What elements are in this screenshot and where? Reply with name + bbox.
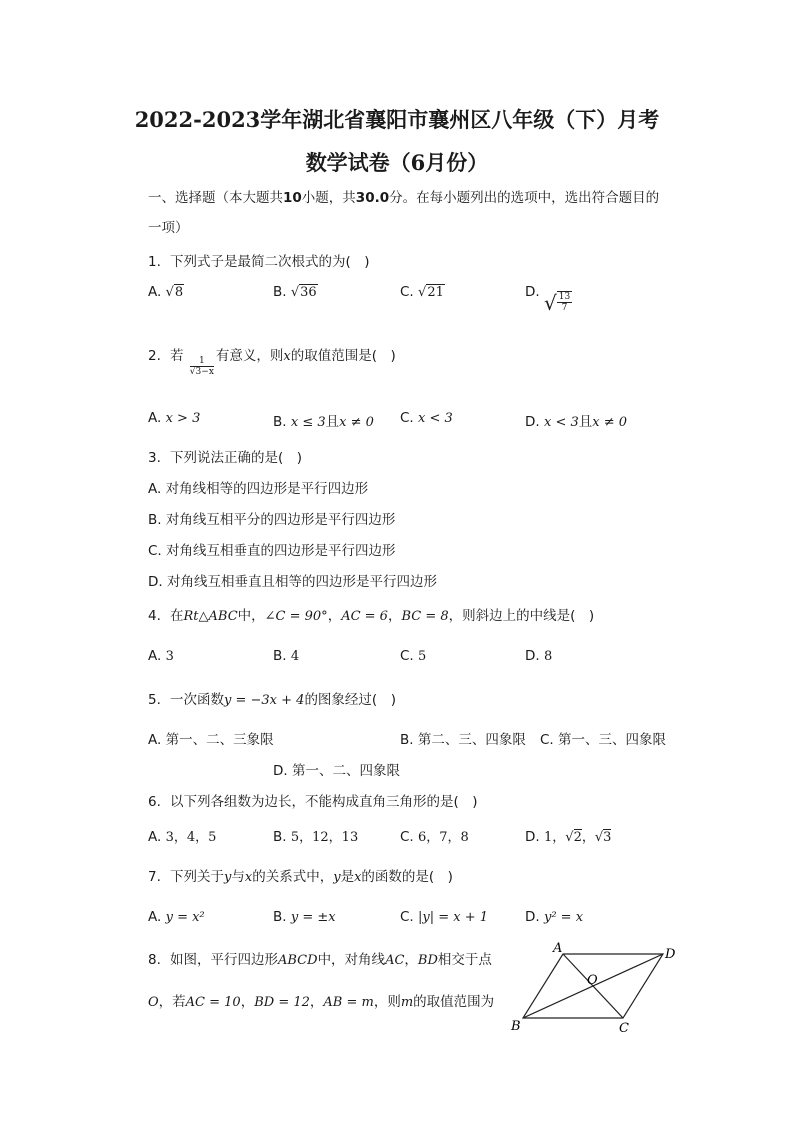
q2-option-b[interactable] [273,410,374,430]
option-math: x ≤ 3 [290,415,326,430]
question-text: ，若 [158,994,186,1010]
sqrt-sign-icon: √ [543,291,557,315]
option-value: 1， [543,830,566,845]
radicand: 3 [603,830,612,845]
vertex-label-a: A [553,941,563,956]
option-label: D. [525,909,540,925]
vertex-label-b: B [511,1019,521,1034]
question-count: 10 [283,190,302,206]
question-text: 若 [170,348,184,364]
q1-option-b[interactable] [273,284,318,300]
q2-option-d[interactable] [525,410,627,430]
exam-title-line1: 2022-2023学年湖北省襄阳市襄州区八年级（下）月考 [134,107,660,132]
question-text: ，则斜边上的中线是( ) [448,608,595,624]
question-number: 4. [148,608,161,624]
q4-option-c[interactable] [400,648,426,664]
option-label: B. [273,648,287,664]
option-label: B. [273,909,287,925]
variable: y [333,870,341,885]
fraction [190,356,214,378]
option-math: x ≠ 0 [592,415,628,430]
q2-option-a[interactable] [148,410,200,426]
q3-option-b[interactable]: B. 对角线互相平分的四边形是平行四边形 [148,512,396,528]
option-text: 且 [325,414,340,430]
option-label: D. [525,648,540,664]
q7-option-b[interactable] [273,909,336,925]
option-label: A. [148,648,162,664]
option-value: 5 [418,649,427,664]
q1-option-d[interactable] [525,284,572,315]
exam-title-line2: 数学试卷（6月份） [305,150,489,175]
question-number: 5. [148,692,161,708]
condition: AB = m [323,995,374,1010]
condition: BC = 8 [401,609,449,624]
sqrt-expression: √36 [290,285,317,300]
segment: BD [417,953,438,968]
section-header [148,186,659,206]
q6-option-c[interactable] [400,826,469,845]
section-text: 小题，共 [301,190,356,206]
radicand: 36 [300,285,317,300]
option-math: x ≠ 0 [339,415,374,430]
condition: AC = 10 [185,995,241,1010]
q6-option-d[interactable] [525,826,611,845]
question-text: 是 [340,869,355,885]
q4-option-d[interactable] [525,648,552,664]
radicand: 3−x [195,367,214,377]
option-label: B. [273,414,287,430]
section-header-line2: 一项） [148,220,189,236]
radicand: 2 [573,830,582,845]
separator: ， [240,994,255,1010]
question-7 [148,865,453,885]
question-text: 如图，平行四边形 [170,952,278,968]
question-4 [148,604,594,624]
question-number: 3. [148,450,161,466]
sqrt-expression: √2 [565,830,582,845]
separator: ， [327,608,342,624]
question-text: 有意义，则 [215,348,284,364]
q6-option-a[interactable] [148,826,216,845]
question-3 [148,446,302,466]
sqrt-fraction [557,291,572,314]
option-math: y = x² [165,910,205,925]
radicand: 8 [174,285,184,300]
sqrt-expression: √3 [594,830,612,845]
function-expression: y = −3x + 4 [224,693,305,708]
question-text: 一次函数 [170,692,224,708]
q5-option-d[interactable]: D. 第一、二、四象限 [273,763,400,779]
option-label: A. [148,909,162,925]
q2-option-c[interactable] [400,410,453,426]
q5-option-b[interactable]: B. 第二、三、四象限 [400,732,526,748]
option-math: x < 3 [418,411,453,426]
q3-option-c[interactable]: C. 对角线互相垂直的四边形是平行四边形 [148,543,396,559]
question-6 [148,790,478,810]
separator: ， [581,830,595,845]
q4-option-b[interactable] [273,648,299,664]
triangle-name: Rt△ABC [183,609,238,624]
option-label: A. [148,410,162,426]
sqrt-expression: √8 [165,285,184,300]
option-value: 8 [543,649,553,664]
question-8-line2 [148,990,494,1010]
option-label: C. [400,909,414,925]
q4-option-a[interactable] [148,648,174,664]
denominator: √3−x [189,367,214,377]
option-label: B. [273,284,287,300]
option-label: A. [148,284,162,300]
q7-option-d[interactable] [525,909,583,925]
question-number: 8. [148,952,161,968]
q7-option-a[interactable] [148,909,205,925]
section-text: 一、选择题（本大题共 [148,190,283,206]
q3-option-d[interactable]: D. 对角线互相垂直且相等的四边形是平行四边形 [148,574,437,590]
option-value: 3，4，5 [165,830,217,845]
numerator: 13 [558,292,571,302]
option-value: 4 [290,649,300,664]
vertex-label-d: D [665,947,676,962]
option-text: 且 [578,414,593,430]
option-math: |y| = x + 1 [418,910,489,925]
q5-option-c[interactable]: C. 第一、三、四象限 [540,732,667,748]
denominator: 7 [561,303,568,313]
option-label: C. [400,410,414,426]
question-text: 中， [237,608,265,624]
option-label: D. [525,414,540,430]
question-text: 下列说法正确的是( ) [170,450,303,466]
variable: x [283,349,291,364]
total-score: 30.0 [355,190,390,206]
option-label: C. [400,284,414,300]
option-value: 6，7，8 [418,830,469,845]
option-math: y = ±x [290,910,336,925]
question-number: 6. [148,794,161,810]
question-text: 中，对角线 [317,952,386,968]
option-math: y² = x [543,910,584,925]
separator: ， [387,608,402,624]
numerator: 1 [190,356,214,367]
separator: ， [404,952,418,968]
question-text: 在 [170,608,184,624]
q6-option-b[interactable] [273,826,358,845]
parallelogram-figure [505,940,685,1035]
variable: x [354,870,362,885]
variable: x [244,870,253,885]
question-8-line1 [148,948,492,968]
q7-option-c[interactable] [400,909,488,925]
question-number: 1. [148,254,161,270]
option-label: D. [525,829,540,845]
question-number: 7. [148,869,161,885]
question-2 [148,344,396,378]
segment: AC [385,953,405,968]
condition: AC = 6 [341,609,388,624]
point-name: O [148,995,159,1010]
option-value: 3 [165,649,174,664]
shape-name: ABCD [278,953,318,968]
separator: ， [309,994,324,1010]
option-label: C. [400,648,414,664]
q3-option-a[interactable]: A. 对角线相等的四边形是平行四边形 [148,481,369,497]
question-text: 的图象经过( ) [304,692,396,708]
sqrt-expression: √21 [418,285,444,300]
question-number: 2. [148,348,161,364]
option-value: 5，12，13 [290,830,359,845]
q1-option-c[interactable] [400,284,445,300]
condition: BD = 12 [254,995,310,1010]
option-label: A. [148,829,162,845]
question-text: 与 [231,869,245,885]
question-text: 下列关于 [170,869,224,885]
condition: ∠C = 90° [264,609,328,624]
q5-option-a[interactable]: A. 第一、二、三象限 [148,732,274,748]
option-label: D. [525,284,540,300]
point-label-o: O [587,973,598,988]
question-text: ，则 [373,994,401,1010]
option-label: C. [400,829,414,845]
section-text: 分。在每小题列出的选项中，选出符合题目的 [389,190,660,206]
option-math: x < 3 [543,415,579,430]
question-text: 下列式子是最简二次根式的为( ) [170,254,370,270]
option-math: x > 3 [165,411,201,426]
question-text: 的取值范围是( ) [290,348,396,364]
question-5 [148,688,396,708]
question-text: 的关系式中， [252,869,334,885]
option-label: B. [273,829,287,845]
question-text: 的函数的是( ) [361,869,453,885]
variable: m [400,995,414,1010]
question-1 [148,250,370,270]
q1-option-a[interactable] [148,284,184,300]
radicand: 21 [427,285,444,300]
variable: y [224,870,232,885]
vertex-label-c: C [619,1021,629,1035]
question-text: 的取值范围为 [413,994,495,1010]
question-text: 以下列各组数为边长，不能构成直角三角形的是( ) [170,794,478,810]
question-text: 相交于点 [437,952,492,968]
